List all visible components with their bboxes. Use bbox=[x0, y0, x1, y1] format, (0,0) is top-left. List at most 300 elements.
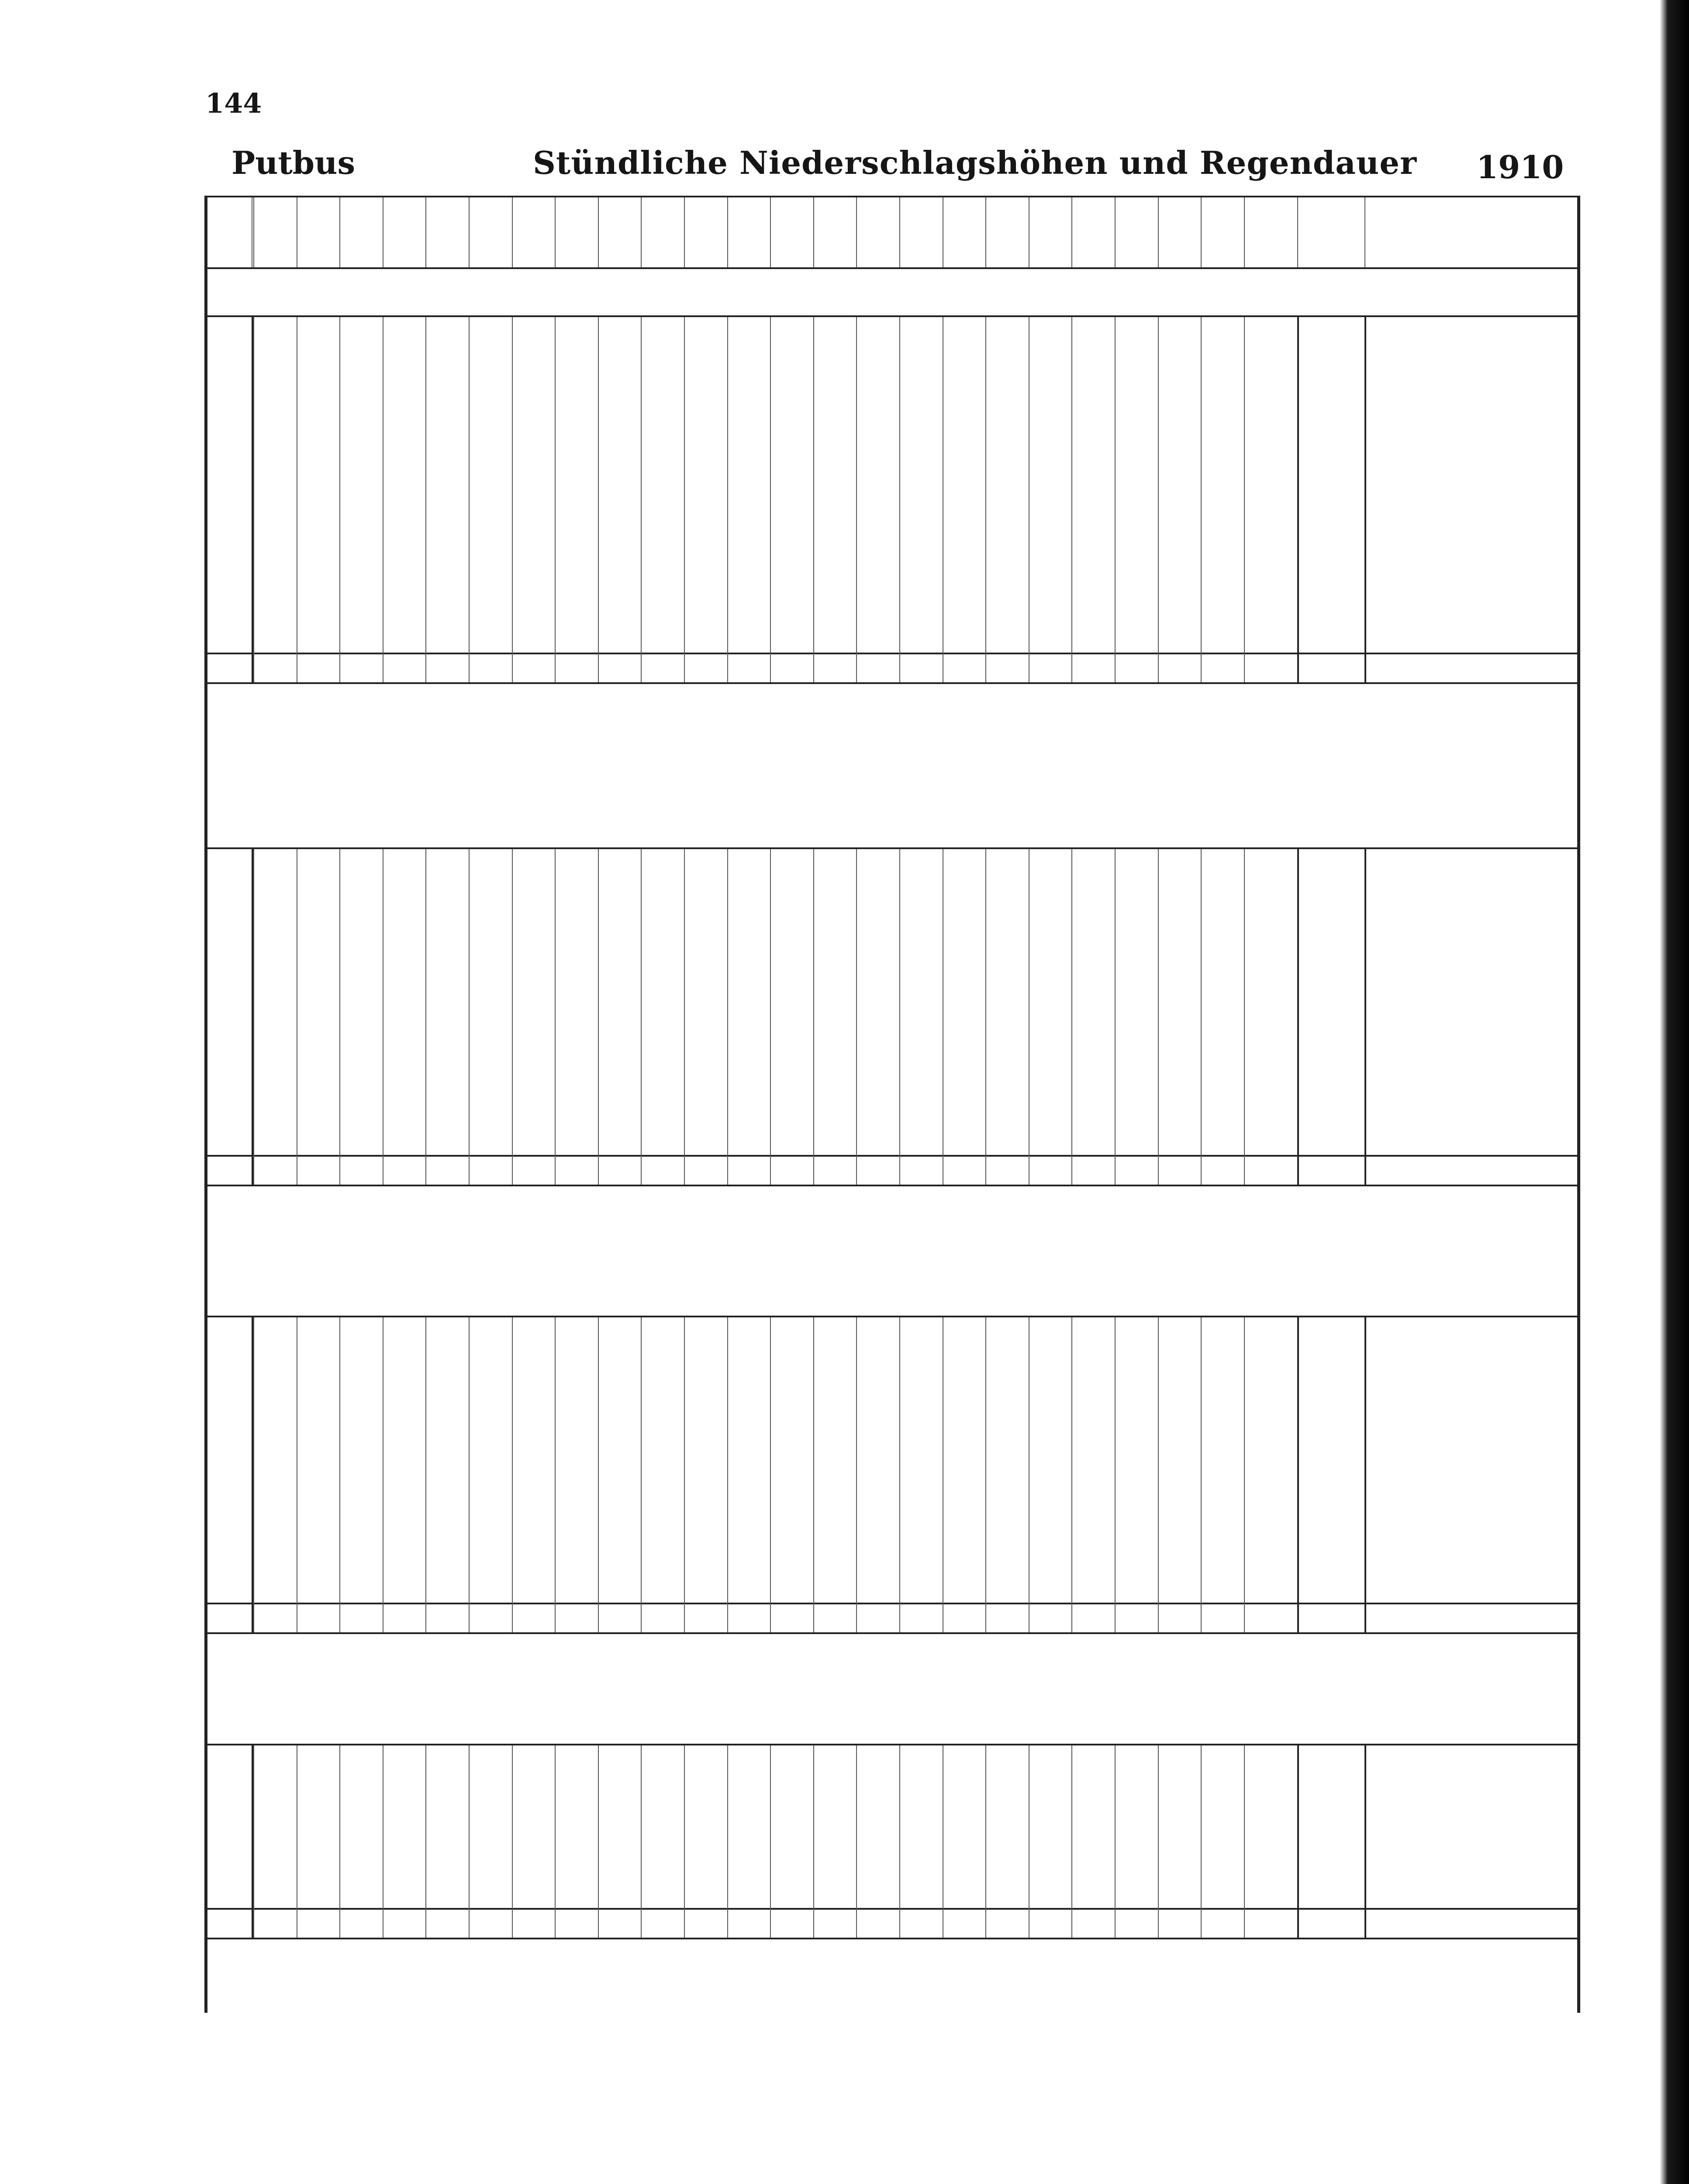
hour-value bbox=[813, 451, 857, 467]
hour-value bbox=[512, 916, 555, 932]
no-rain-dot bbox=[469, 1462, 512, 1478]
no-rain-dot bbox=[297, 533, 340, 550]
no-rain-dot bbox=[1158, 567, 1201, 583]
summe-value bbox=[1071, 1911, 1115, 1935]
no-rain-dot bbox=[383, 319, 426, 335]
no-rain-dot bbox=[1029, 1806, 1072, 1823]
no-rain-dot bbox=[469, 1118, 512, 1134]
no-rain-dot bbox=[469, 1084, 512, 1101]
no-rain-dot bbox=[1244, 632, 1287, 649]
duration-hours bbox=[1364, 932, 1576, 949]
no-rain-dot bbox=[383, 1067, 426, 1084]
no-rain-dot bbox=[641, 1410, 684, 1427]
day-cell bbox=[204, 882, 252, 898]
summe-value bbox=[641, 1911, 684, 1935]
no-rain-dot bbox=[684, 1839, 727, 1856]
no-rain-dot bbox=[1071, 435, 1115, 451]
no-rain-dot bbox=[770, 966, 813, 983]
no-rain-dot bbox=[1158, 1496, 1201, 1513]
day-cell bbox=[204, 1101, 252, 1117]
no-rain-dot bbox=[1244, 1393, 1287, 1409]
no-rain-dot bbox=[985, 1135, 1029, 1151]
duration-hours bbox=[1364, 616, 1576, 632]
summe-value bbox=[1158, 1911, 1201, 1935]
no-rain-dot bbox=[297, 1084, 340, 1101]
header-dauer bbox=[1364, 197, 1576, 267]
hour-value bbox=[339, 501, 383, 517]
hour-value bbox=[985, 418, 1029, 435]
column-rule bbox=[1071, 849, 1072, 1185]
no-rain-dot bbox=[1029, 882, 1072, 898]
no-rain-dot bbox=[943, 1444, 986, 1461]
summe-value bbox=[469, 1605, 512, 1630]
no-rain-dot bbox=[1244, 1375, 1287, 1392]
daily-sum bbox=[1299, 1872, 1364, 1888]
no-rain-dot bbox=[512, 616, 555, 632]
no-rain-dot bbox=[383, 385, 426, 401]
no-rain-dot bbox=[425, 1773, 469, 1790]
day-cell bbox=[204, 1773, 252, 1790]
no-rain-dot bbox=[856, 517, 899, 534]
no-rain-dot bbox=[770, 1839, 813, 1856]
no-rain-dot bbox=[727, 451, 770, 467]
no-rain-dot bbox=[985, 983, 1029, 999]
no-rain-dot bbox=[943, 1000, 986, 1016]
no-rain-dot bbox=[1244, 1084, 1287, 1101]
no-rain-dot bbox=[1071, 1530, 1115, 1547]
day-cell bbox=[204, 1410, 252, 1427]
hour-value bbox=[684, 368, 727, 385]
no-rain-dot bbox=[770, 467, 813, 484]
day-cell bbox=[204, 335, 252, 352]
hour-value bbox=[899, 1790, 943, 1807]
no-rain-dot bbox=[899, 352, 943, 369]
no-rain-dot bbox=[339, 1888, 383, 1905]
no-rain-dot bbox=[555, 1101, 598, 1117]
column-rule bbox=[512, 317, 513, 682]
no-rain-dot bbox=[641, 1000, 684, 1016]
no-rain-dot bbox=[985, 319, 1029, 335]
no-rain-dot bbox=[1115, 1856, 1158, 1872]
hour-value bbox=[425, 1496, 469, 1513]
hour-value bbox=[1115, 451, 1158, 467]
header-hour-2 bbox=[297, 197, 340, 267]
daily-sum bbox=[1299, 1444, 1364, 1461]
no-rain-dot bbox=[770, 1548, 813, 1564]
table-row bbox=[204, 949, 1580, 966]
no-rain-dot bbox=[1115, 368, 1158, 385]
no-rain-dot bbox=[985, 1790, 1029, 1807]
no-rain-dot bbox=[770, 983, 813, 999]
hour-value bbox=[813, 467, 857, 484]
no-rain-dot bbox=[770, 484, 813, 501]
hour-value bbox=[985, 533, 1029, 550]
summe-value bbox=[1299, 1911, 1364, 1935]
no-rain-dot bbox=[1071, 1375, 1115, 1392]
column-rule bbox=[253, 849, 254, 1185]
no-rain-dot bbox=[1158, 865, 1201, 881]
no-rain-dot bbox=[899, 467, 943, 484]
hour-value bbox=[943, 1856, 986, 1872]
hour-value bbox=[770, 1427, 813, 1444]
no-rain-dot bbox=[297, 898, 340, 915]
no-rain-dot bbox=[1071, 616, 1115, 632]
table-row bbox=[204, 1427, 1580, 1444]
hour-value bbox=[1201, 583, 1244, 600]
no-rain-dot bbox=[297, 916, 340, 932]
summe-value bbox=[297, 1158, 340, 1182]
no-rain-dot bbox=[598, 335, 641, 352]
hour-value bbox=[339, 932, 383, 949]
no-rain-dot bbox=[856, 1496, 899, 1513]
column-rule bbox=[1071, 1317, 1072, 1632]
no-rain-dot bbox=[985, 1341, 1029, 1358]
no-rain-dot bbox=[1244, 949, 1287, 966]
no-rain-dot bbox=[1071, 1496, 1115, 1513]
no-rain-dot bbox=[383, 1856, 426, 1872]
no-rain-dot bbox=[253, 352, 297, 369]
no-rain-dot bbox=[985, 352, 1029, 369]
no-rain-dot bbox=[383, 1033, 426, 1050]
hour-value bbox=[856, 385, 899, 401]
no-rain-dot bbox=[469, 1888, 512, 1905]
hour-value bbox=[1029, 1888, 1072, 1905]
no-rain-dot bbox=[1071, 1051, 1115, 1067]
no-rain-dot bbox=[425, 966, 469, 983]
hour-value bbox=[856, 533, 899, 550]
hour-value bbox=[297, 949, 340, 966]
no-rain-dot bbox=[1029, 1582, 1072, 1599]
no-rain-dot bbox=[1029, 517, 1072, 534]
no-rain-dot bbox=[469, 1773, 512, 1790]
column-rule bbox=[598, 849, 599, 1185]
no-rain-dot bbox=[1115, 1806, 1158, 1823]
column-rule bbox=[598, 1317, 599, 1632]
hour-value bbox=[339, 882, 383, 898]
hour-value bbox=[727, 916, 770, 932]
no-rain-dot bbox=[856, 616, 899, 632]
hour-value bbox=[1201, 484, 1244, 501]
hour-value bbox=[727, 1427, 770, 1444]
no-rain-dot bbox=[253, 1872, 297, 1888]
no-rain-dot bbox=[1029, 1823, 1072, 1839]
daily-sum bbox=[1299, 550, 1364, 567]
hour-value bbox=[943, 949, 986, 966]
column-rule bbox=[641, 849, 642, 1185]
summe-value bbox=[770, 1158, 813, 1182]
hour-value bbox=[469, 501, 512, 517]
no-rain-dot bbox=[727, 1856, 770, 1872]
no-rain-dot bbox=[641, 600, 684, 616]
no-rain-dot bbox=[1201, 335, 1244, 352]
no-rain-dot bbox=[1201, 1341, 1244, 1358]
no-rain-dot bbox=[425, 1375, 469, 1392]
no-rain-dot bbox=[641, 401, 684, 418]
no-rain-dot bbox=[598, 616, 641, 632]
hour-value bbox=[684, 1462, 727, 1478]
no-rain-dot bbox=[253, 451, 297, 467]
column-rule bbox=[856, 1317, 857, 1632]
hour-value bbox=[770, 583, 813, 600]
no-rain-dot bbox=[253, 385, 297, 401]
no-rain-dot bbox=[425, 1582, 469, 1599]
no-rain-dot bbox=[1115, 1051, 1158, 1067]
hour-value bbox=[813, 1101, 857, 1117]
daily-sum bbox=[1299, 983, 1364, 999]
no-rain-dot bbox=[684, 1051, 727, 1067]
no-rain-dot bbox=[469, 916, 512, 932]
summe-value bbox=[253, 655, 297, 680]
column-rule bbox=[684, 317, 685, 682]
no-rain-dot bbox=[339, 583, 383, 600]
no-rain-dot bbox=[641, 1565, 684, 1581]
no-rain-dot bbox=[1071, 1135, 1115, 1151]
no-rain-dot bbox=[727, 616, 770, 632]
hour-value bbox=[813, 335, 857, 352]
duration-hours bbox=[1364, 401, 1576, 418]
column-rule bbox=[512, 849, 513, 1185]
no-rain-dot bbox=[512, 1856, 555, 1872]
no-rain-dot bbox=[727, 550, 770, 567]
daily-sum bbox=[1299, 1341, 1364, 1358]
summe-value bbox=[1029, 655, 1072, 680]
header-hour-18 bbox=[985, 197, 1029, 267]
no-rain-dot bbox=[383, 1375, 426, 1392]
hour-value bbox=[727, 1033, 770, 1050]
no-rain-dot bbox=[1158, 335, 1201, 352]
no-rain-dot bbox=[1201, 1496, 1244, 1513]
no-rain-dot bbox=[856, 501, 899, 517]
summe-value bbox=[598, 1605, 641, 1630]
no-rain-dot bbox=[727, 1839, 770, 1856]
no-rain-dot bbox=[1158, 517, 1201, 534]
no-rain-dot bbox=[469, 484, 512, 501]
no-rain-dot bbox=[512, 1118, 555, 1134]
no-rain-dot bbox=[339, 1479, 383, 1495]
daily-sum bbox=[1299, 1823, 1364, 1839]
no-rain-dot bbox=[641, 1067, 684, 1084]
table-row bbox=[204, 517, 1580, 534]
column-rule bbox=[1364, 849, 1366, 1185]
no-rain-dot bbox=[339, 1856, 383, 1872]
header-hour-23 bbox=[1201, 197, 1244, 267]
header-hour-6 bbox=[469, 197, 512, 267]
no-rain-dot bbox=[512, 932, 555, 949]
hour-value bbox=[727, 1582, 770, 1599]
daily-sum bbox=[1299, 1118, 1364, 1134]
no-rain-dot bbox=[1071, 1393, 1115, 1409]
no-rain-dot bbox=[253, 335, 297, 352]
no-rain-dot bbox=[598, 1084, 641, 1101]
summe-value bbox=[1029, 1911, 1072, 1935]
column-rule bbox=[899, 1745, 900, 1938]
no-rain-dot bbox=[985, 1016, 1029, 1033]
no-rain-dot bbox=[425, 1513, 469, 1530]
summe-value bbox=[1029, 1158, 1072, 1182]
column-rule bbox=[727, 1317, 728, 1632]
day-cell bbox=[204, 865, 252, 881]
table-row bbox=[204, 1565, 1580, 1581]
no-rain-dot bbox=[899, 932, 943, 949]
no-rain-dot bbox=[1201, 319, 1244, 335]
no-rain-dot bbox=[512, 1135, 555, 1151]
hour-value bbox=[339, 435, 383, 451]
summe-value bbox=[1201, 1605, 1244, 1630]
no-rain-dot bbox=[1244, 1513, 1287, 1530]
daily-sum bbox=[1299, 1067, 1364, 1084]
hour-value bbox=[512, 1496, 555, 1513]
table-row bbox=[204, 567, 1580, 583]
summe-value bbox=[1244, 1158, 1287, 1182]
no-rain-dot bbox=[641, 1051, 684, 1067]
no-rain-dot bbox=[425, 319, 469, 335]
daily-sum bbox=[1299, 1839, 1364, 1856]
no-rain-dot bbox=[512, 1410, 555, 1427]
no-rain-dot bbox=[641, 1341, 684, 1358]
no-rain-dot bbox=[297, 385, 340, 401]
header-column-rule bbox=[684, 197, 685, 267]
no-rain-dot bbox=[555, 1118, 598, 1134]
no-rain-dot bbox=[813, 484, 857, 501]
daily-sum bbox=[1299, 501, 1364, 517]
daily-sum bbox=[1299, 882, 1364, 898]
header-column-rule bbox=[813, 197, 814, 267]
duration-hours bbox=[1364, 567, 1576, 583]
no-rain-dot bbox=[856, 1530, 899, 1547]
no-rain-dot bbox=[813, 1806, 857, 1823]
no-rain-dot bbox=[856, 567, 899, 583]
no-rain-dot bbox=[297, 1872, 340, 1888]
hour-value bbox=[1115, 898, 1158, 915]
table-row bbox=[204, 418, 1580, 435]
no-rain-dot bbox=[469, 583, 512, 600]
no-rain-dot bbox=[383, 352, 426, 369]
no-rain-dot bbox=[598, 932, 641, 949]
no-rain-dot bbox=[253, 319, 297, 335]
no-rain-dot bbox=[684, 567, 727, 583]
column-rule bbox=[985, 317, 986, 682]
no-rain-dot bbox=[856, 1135, 899, 1151]
hour-value bbox=[512, 1427, 555, 1444]
no-rain-dot bbox=[598, 1565, 641, 1581]
column-rule bbox=[425, 317, 426, 682]
no-rain-dot bbox=[297, 1375, 340, 1392]
no-rain-dot bbox=[425, 1839, 469, 1856]
daily-sum bbox=[1299, 1033, 1364, 1050]
no-rain-dot bbox=[297, 1016, 340, 1033]
column-rule bbox=[1244, 1317, 1245, 1632]
no-rain-dot bbox=[1158, 401, 1201, 418]
no-rain-dot bbox=[297, 1839, 340, 1856]
no-rain-dot bbox=[985, 1496, 1029, 1513]
no-rain-dot bbox=[253, 1806, 297, 1823]
duration-hours bbox=[1364, 1496, 1576, 1513]
no-rain-dot bbox=[727, 401, 770, 418]
table-row bbox=[204, 1101, 1580, 1117]
no-rain-dot bbox=[1244, 600, 1287, 616]
daily-sum bbox=[1299, 1410, 1364, 1427]
hour-value bbox=[1158, 1118, 1201, 1134]
no-rain-dot bbox=[856, 1823, 899, 1839]
no-rain-dot bbox=[1201, 882, 1244, 898]
hour-value bbox=[1029, 1000, 1072, 1016]
table-row bbox=[204, 1118, 1580, 1134]
hour-value bbox=[469, 418, 512, 435]
table-row bbox=[204, 1773, 1580, 1790]
no-rain-dot bbox=[598, 898, 641, 915]
hour-value bbox=[727, 632, 770, 649]
hour-value bbox=[1201, 1888, 1244, 1905]
no-rain-dot bbox=[297, 1806, 340, 1823]
hour-value bbox=[684, 865, 727, 881]
no-rain-dot bbox=[555, 1135, 598, 1151]
no-rain-dot bbox=[297, 550, 340, 567]
no-rain-dot bbox=[598, 1118, 641, 1134]
no-rain-dot bbox=[641, 1084, 684, 1101]
hour-value bbox=[943, 1084, 986, 1101]
no-rain-dot bbox=[985, 385, 1029, 401]
no-rain-dot bbox=[339, 467, 383, 484]
hour-value bbox=[985, 1101, 1029, 1117]
no-rain-dot bbox=[1115, 1462, 1158, 1478]
no-rain-dot bbox=[297, 1427, 340, 1444]
no-rain-dot bbox=[425, 1016, 469, 1033]
no-rain-dot bbox=[1158, 1135, 1201, 1151]
hour-value bbox=[598, 966, 641, 983]
column-rule bbox=[339, 317, 340, 682]
no-rain-dot bbox=[297, 484, 340, 501]
no-rain-dot bbox=[899, 335, 943, 352]
hour-value bbox=[253, 418, 297, 435]
no-rain-dot bbox=[253, 1548, 297, 1564]
table-row bbox=[204, 1067, 1580, 1084]
hour-value bbox=[555, 966, 598, 983]
no-rain-dot bbox=[813, 550, 857, 567]
duration-hours bbox=[1364, 1839, 1576, 1856]
hour-value bbox=[512, 435, 555, 451]
no-rain-dot bbox=[383, 550, 426, 567]
no-rain-dot bbox=[1158, 1462, 1201, 1478]
duration-hours bbox=[1364, 533, 1576, 550]
no-rain-dot bbox=[1115, 583, 1158, 600]
no-rain-dot bbox=[1244, 435, 1287, 451]
no-rain-dot bbox=[339, 916, 383, 932]
hour-value bbox=[425, 1548, 469, 1564]
duration-hours bbox=[1364, 484, 1576, 501]
no-rain-dot bbox=[1115, 1548, 1158, 1564]
no-rain-dot bbox=[727, 898, 770, 915]
no-rain-dot bbox=[1029, 632, 1072, 649]
no-rain-dot bbox=[899, 501, 943, 517]
no-rain-dot bbox=[899, 600, 943, 616]
hour-value bbox=[1158, 550, 1201, 567]
header-column-rule bbox=[425, 197, 426, 267]
day-cell bbox=[204, 1000, 252, 1016]
no-rain-dot bbox=[1029, 484, 1072, 501]
no-rain-dot bbox=[770, 882, 813, 898]
no-rain-dot bbox=[1029, 352, 1072, 369]
summe-label bbox=[204, 655, 252, 680]
no-rain-dot bbox=[469, 385, 512, 401]
no-rain-dot bbox=[641, 1888, 684, 1905]
no-rain-dot bbox=[253, 898, 297, 915]
column-rule bbox=[1364, 317, 1366, 682]
summe-value bbox=[297, 1911, 340, 1935]
summe-value bbox=[856, 655, 899, 680]
no-rain-dot bbox=[899, 1033, 943, 1050]
duration-hours bbox=[1364, 898, 1576, 915]
no-rain-dot bbox=[985, 1530, 1029, 1547]
